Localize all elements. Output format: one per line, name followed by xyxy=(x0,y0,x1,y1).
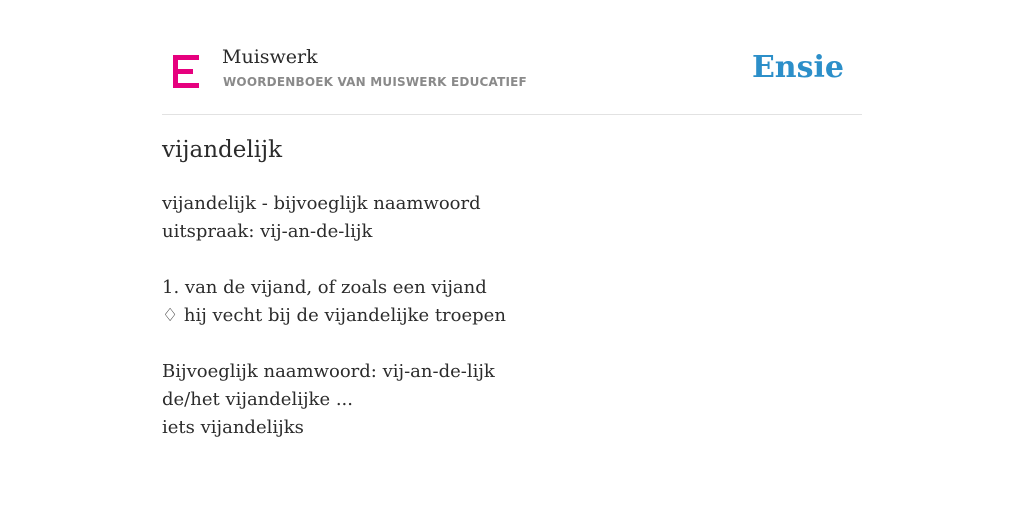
entry-line: Bijvoeglijk naamwoord: vij-an-de-lijk xyxy=(162,361,495,382)
entry-line: uitspraak: vij-an-de-lijk xyxy=(162,221,373,242)
entry-line: iets vijandelijks xyxy=(162,417,304,438)
muiswerk-logo-icon[interactable] xyxy=(173,55,199,88)
entry-line: 1. van de vijand, of zoals een vijand xyxy=(162,277,487,298)
entry-headword: vijandelijk xyxy=(162,137,283,163)
ensie-brand-logo[interactable]: Ensie xyxy=(751,50,844,85)
site-name[interactable]: Muiswerk xyxy=(222,46,318,68)
entry-line: vijandelijk - bijvoeglijk naamwoord xyxy=(162,193,481,214)
entry-line: ♢ hij vecht bij de vijandelijke troepen xyxy=(162,305,506,326)
entry-line xyxy=(162,330,506,358)
entry-body xyxy=(162,190,506,442)
entry-line: de/het vijandelijke ... xyxy=(162,389,353,410)
entry-line xyxy=(162,246,506,274)
site-subtitle: WOORDENBOEK VAN MUISWERK EDUCATIEF xyxy=(223,75,527,89)
page xyxy=(162,0,862,512)
site-header xyxy=(162,40,862,115)
